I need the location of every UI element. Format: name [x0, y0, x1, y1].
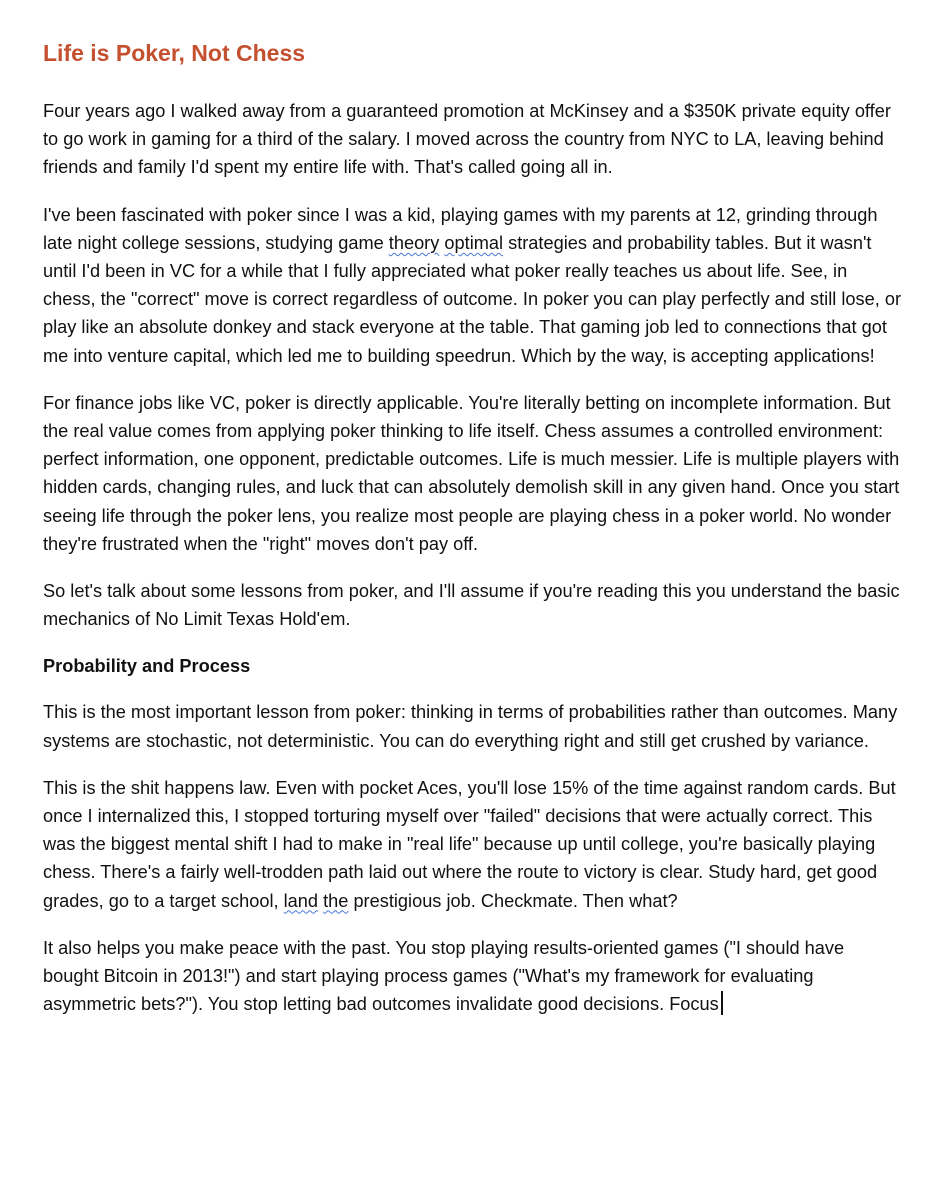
- paragraph[interactable]: So let's talk about some lessons from poker, and I'll assume if you're reading this you understand the basic mechanics of No Limit Texas Hold'em.: [43, 581, 900, 630]
- paragraph[interactable]: For finance jobs like VC, poker is directly applicable. You're literally betting on incomplete information. But the real value comes from applying poker thinking to life itself. Chess assumes a controlled environment: perfect information, one opponent, predictable outcomes. Life is much messier. Life is multiple players with hidden cards, changing rules, and luck that can absolutely demolish skill in any given hand. Once you start seeing life through the poker lens, you realize most people are playing chess in a poker world. No wonder they're frustrated when the "right" moves don't pay off.: [43, 392, 900, 554]
- paragraph-text: It also helps you make peace with the past. You stop playing results-oriented games ("I should have bought Bitcoin in 2013!") and start playing process games ("What's my framework for evaluating asymmetric bets?"). You stop letting bad outcomes invalidate good decisions. Focus: [43, 937, 845, 1015]
- document-title[interactable]: Life is Poker, Not Chess: [43, 40, 306, 66]
- paragraph[interactable]: [43, 201, 903, 370]
- text-cursor: [721, 991, 723, 1015]
- paragraph[interactable]: This is the most important lesson from poker: thinking in terms of probabilities rather than outcomes. Many systems are stochastic, not deterministic. You can do everything right and still get crushed by variance.: [43, 702, 898, 751]
- paragraph-text: I've been fascinated with poker since I was a kid, playing games with my parents at 12, grinding through late night college sessions, studying game: [43, 204, 878, 253]
- paragraph-text: strategies and probability tables. But it wasn't until I'd been in VC for a while that I fully appreciated what poker really teaches us about life. See, in chess, the "correct" move is correct regardless of outcome. In poker you can play perfectly and still lose, or play like an absolute donkey and stack everyone at the table. That gaming job led to connections that got me into venture capital, which led me to building speedrun. Which by the way, is accepting applications!: [43, 232, 902, 366]
- paragraph-text: This is the shit happens law. Even with pocket Aces, you'll lose 15% of the time against random cards. But once I internalized this, I stopped torturing myself over "failed" decisions that were actually correct. This was the biggest mental shift I had to make in "real life" because up until college, you're basically playing chess. There's a fairly well-trodden path laid out where the route to victory is clear. Study hard, get good grades, go to a target school,: [43, 777, 896, 911]
- spellcheck-flagged-word[interactable]: optimal: [444, 232, 504, 253]
- paragraph-text: prestigious job. Checkmate. Then what?: [348, 890, 678, 911]
- paragraph[interactable]: Four years ago I walked away from a guaranteed promotion at McKinsey and a $350K private equity offer to go work in gaming for a third of the salary. I moved across the country from NYC to LA, leaving behind friends and family I'd spent my entire life with. That's called going all in.: [43, 101, 891, 178]
- paragraph[interactable]: [43, 934, 903, 1019]
- spellcheck-flagged-word[interactable]: land: [283, 890, 319, 911]
- paragraph[interactable]: [43, 774, 903, 915]
- spellcheck-flagged-word[interactable]: the: [323, 890, 349, 911]
- spellcheck-flagged-word[interactable]: theory: [388, 232, 440, 253]
- section-heading[interactable]: Probability and Process: [43, 656, 251, 677]
